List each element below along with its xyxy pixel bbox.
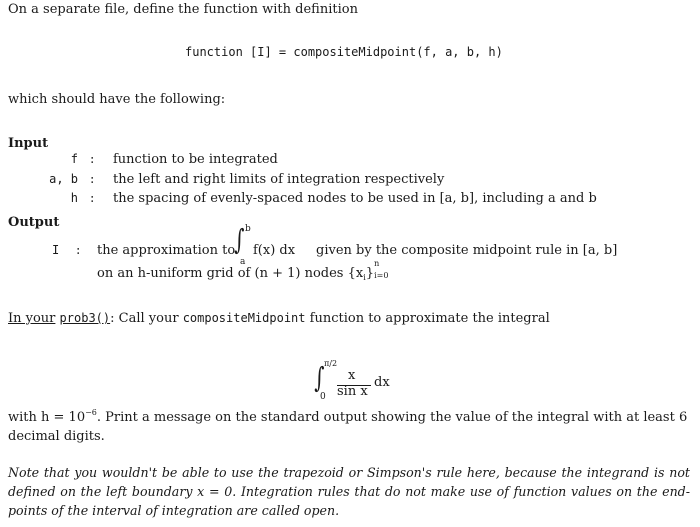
input-name-h: h <box>70 191 78 205</box>
task-paragraph: In your prob3(): Call your compositeMidpoint function to approximate the integral <box>8 311 550 326</box>
input-sep-h: : <box>90 191 95 206</box>
note-paragraph: Note that you wouldn't be able to use the trapezoid or Simpson's rule here, because the integrand is not defined on the left boundary x = 0. Integration rules that do not make use of function values on the end-points of the interval of integration are called open. <box>8 465 690 518</box>
output-integral-sign: ∫ <box>234 223 245 256</box>
function-signature: function [I] = compositeMidpoint(f, a, b, h) <box>185 45 503 59</box>
integrand-denominator: sin x <box>337 384 368 399</box>
input-sep-ab: : <box>90 172 95 187</box>
output-line2: on an h-uniform grid of (n + 1) nodes $\{x_i\}$ n i=0 <box>97 259 389 282</box>
output-name-i: I <box>52 243 60 257</box>
input-desc-ab: the left and right limits of integration respectively <box>113 172 445 187</box>
intro-text: On a separate file, define the function with definition <box>8 2 358 17</box>
integrand-numerator: x <box>348 368 356 383</box>
input-sep-f: : <box>90 152 95 167</box>
input-name-f: f <box>70 152 78 166</box>
output-line1-pre: the approximation to <box>97 243 236 258</box>
main-integral-sign: ∫ <box>314 361 325 394</box>
step-size-paragraph: with $h = 10^{-6}$. Print a message on the standard output showing the value of the integral with at least 6 decimal digits. <box>8 408 688 444</box>
output-line1-post: given by the composite midpoint rule in [a, b] <box>316 243 618 258</box>
integral-dx: dx <box>374 375 390 390</box>
input-heading: Input <box>8 136 49 151</box>
input-name-ab: a, b <box>49 172 78 186</box>
output-integrand: f(x) dx <box>253 243 296 258</box>
input-desc-h: the spacing of evenly-spaced nodes to be used in [a, b], including a and b <box>113 191 597 206</box>
input-desc-f: function to be integrated <box>113 152 278 167</box>
output-sep: : <box>76 243 81 258</box>
output-heading: Output <box>8 215 60 230</box>
main-integral-lower: 0 <box>320 392 326 402</box>
output-integral-upper: b <box>245 224 251 234</box>
output-integral-lower: a <box>240 257 246 267</box>
main-integral-upper: π/2 <box>324 359 338 368</box>
should-have-text: which should have the following: <box>8 92 226 107</box>
